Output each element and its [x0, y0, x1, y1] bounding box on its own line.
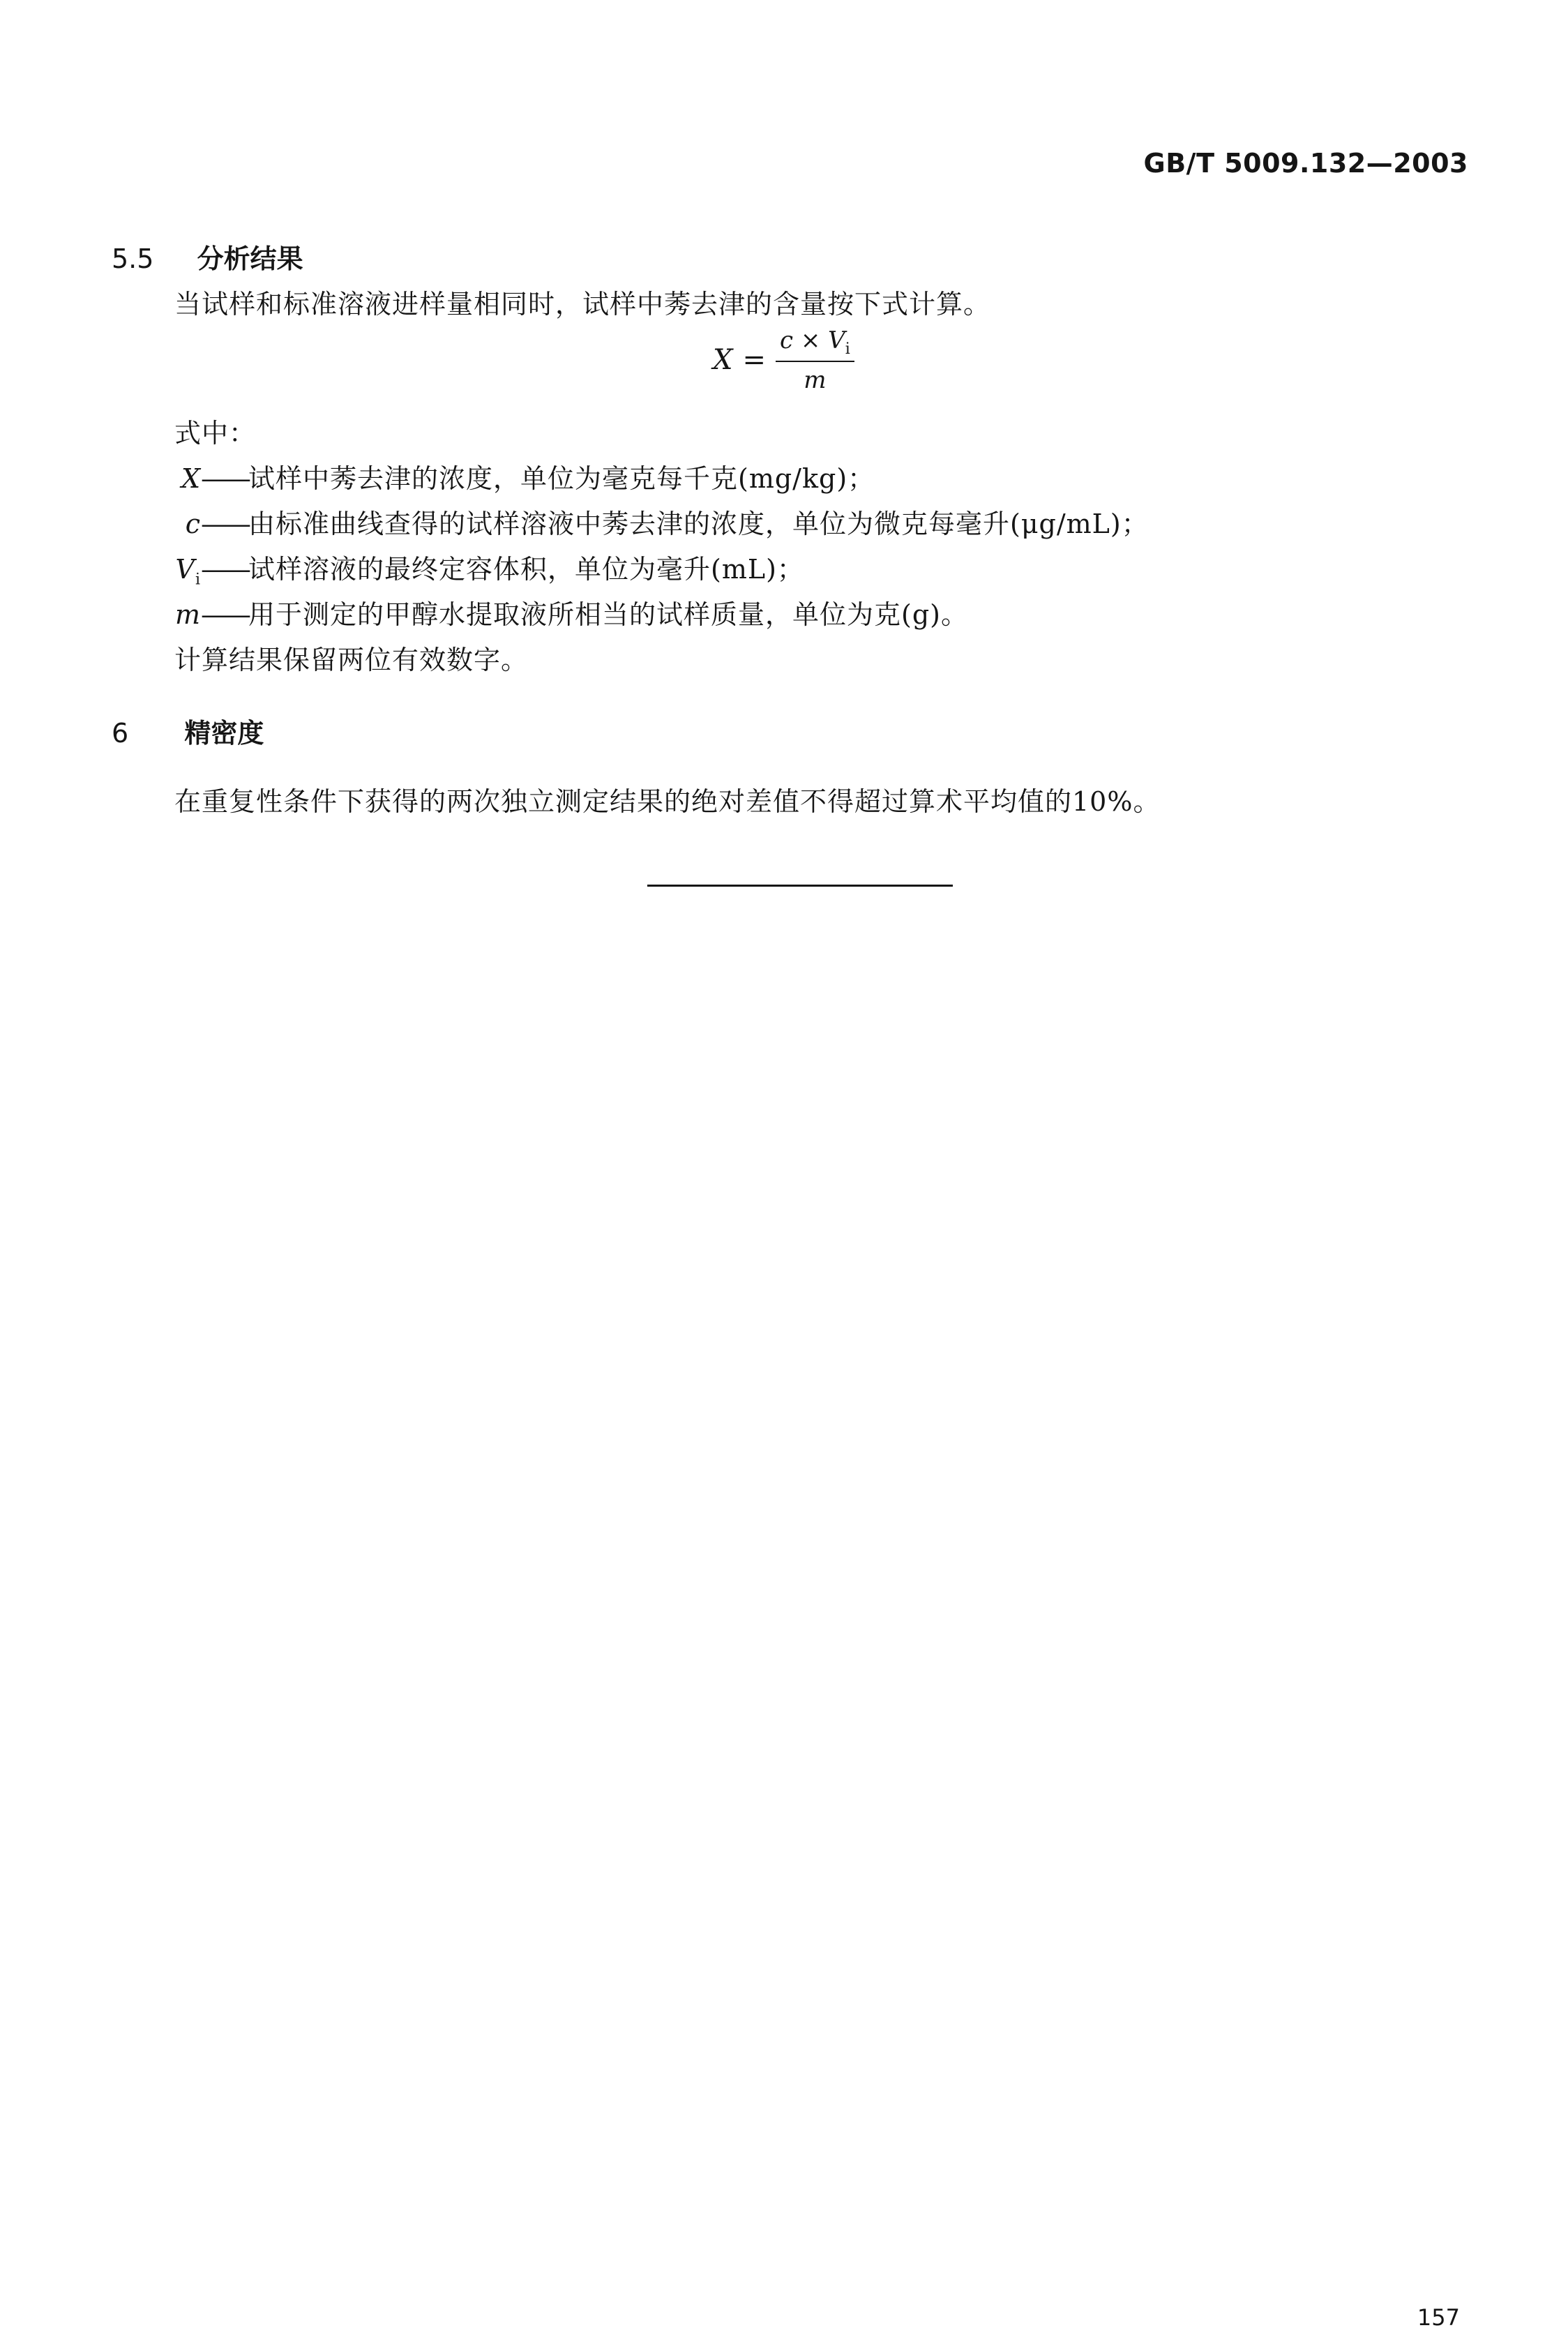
formula-c: c	[780, 326, 794, 354]
end-rule	[647, 885, 953, 887]
definition-symbol: m	[174, 599, 201, 630]
where-label: 式中：	[174, 418, 257, 449]
standard-number: GB/T 5009.132—2003	[1143, 148, 1468, 179]
definition-symbol: c	[185, 509, 201, 539]
definition-vi: $V_i——$试样溶液的最终定容体积，单位为毫升(mL)；	[175, 554, 804, 589]
page-number: 157	[1417, 2304, 1460, 2331]
formula-numerator	[776, 326, 854, 361]
definition-m: m——用于测定的甲醇水提取液所相当的试样质量，单位为克(g)。	[174, 593, 968, 634]
formula-lhs: X	[713, 344, 733, 377]
section-5-5-intro: 当试样和标准溶液进样量相同时，试样中莠去津的含量按下式计算。	[174, 289, 991, 320]
definition-text: 由标准曲线查得的试样溶液中莠去津的浓度，单位为微克每毫升(μg/mL)；	[248, 509, 1149, 539]
definition-symbol: X	[181, 463, 201, 494]
section-number: 5.5	[112, 243, 154, 274]
definition-symbol: $V_i$	[175, 554, 201, 589]
formula-equals: =	[742, 344, 766, 377]
section-title: 精密度	[184, 718, 264, 749]
section-6-heading	[112, 712, 264, 750]
formula-fraction	[776, 326, 854, 394]
definition-text: 试样溶液的最终定容体积，单位为毫升(mL)；	[248, 554, 804, 585]
formula-v: V	[828, 326, 845, 354]
section-number: 6	[112, 718, 129, 749]
section-6-text: 在重复性条件下获得的两次独立测定结果的绝对差值不得超过算术平均值的10%。	[174, 786, 1161, 817]
definition-x: X——试样中莠去津的浓度，单位为毫克每千克(mg/kg)；	[174, 457, 875, 498]
formula	[713, 326, 854, 394]
section-title: 分析结果	[197, 243, 303, 274]
rounding-note: 计算结果保留两位有效数字。	[174, 645, 529, 675]
formula-denominator: m	[804, 366, 827, 394]
definition-text: 试样中莠去津的浓度，单位为毫克每千克(mg/kg)；	[248, 463, 875, 494]
formula-v-sub: i	[845, 340, 850, 358]
section-5-5-heading	[112, 237, 303, 276]
definition-c: c——由标准曲线查得的试样溶液中莠去津的浓度，单位为微克每毫升(μg/mL)；	[174, 502, 1149, 543]
formula-times: ×	[800, 326, 821, 354]
definition-text: 用于测定的甲醇水提取液所相当的试样质量，单位为克(g)。	[248, 599, 968, 630]
